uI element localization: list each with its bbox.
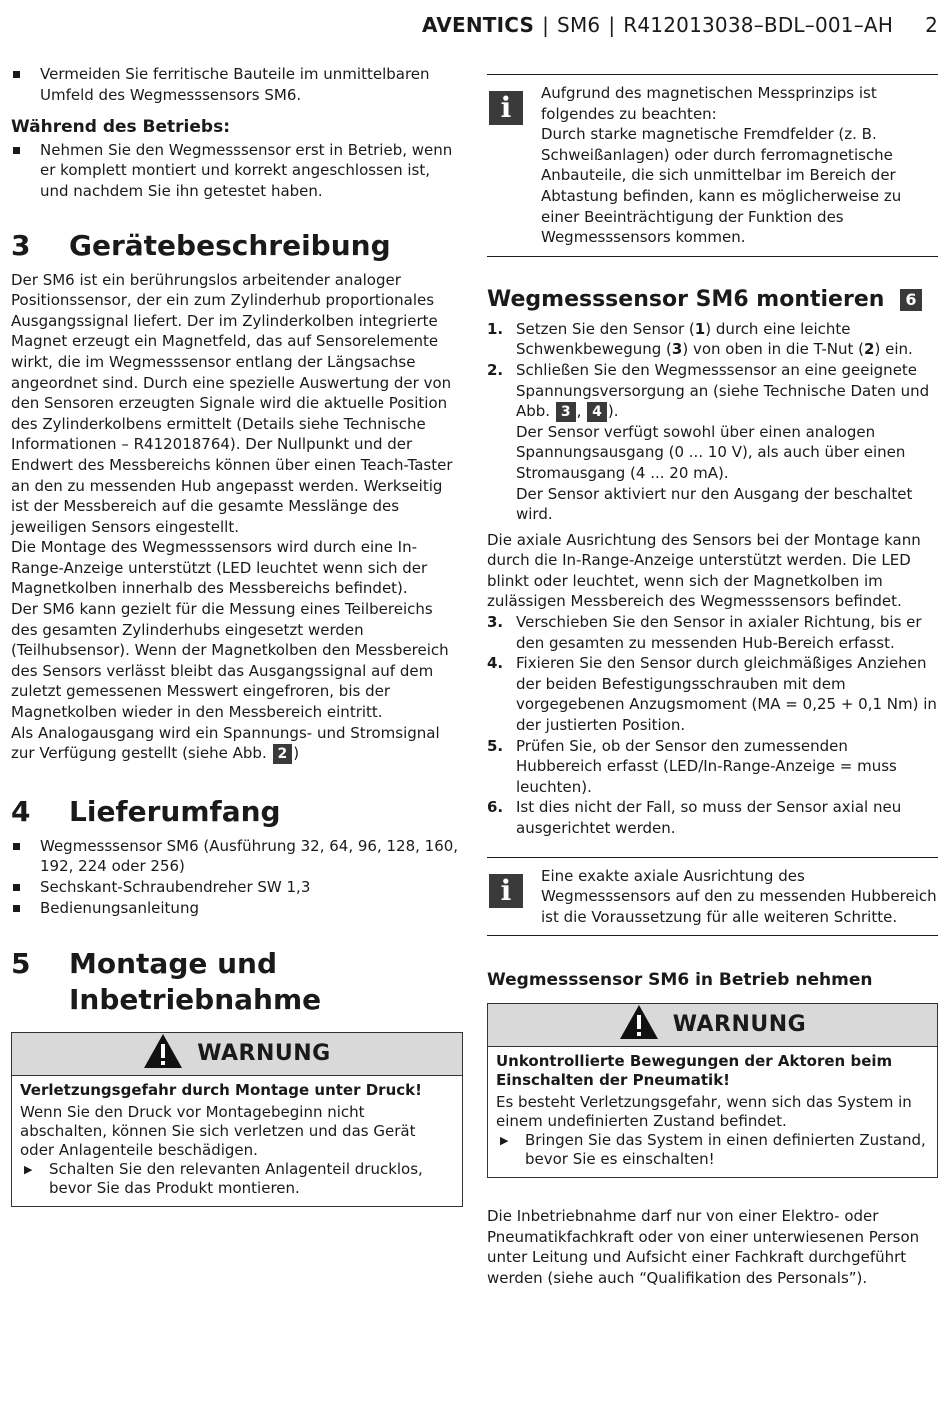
warning-label: WARNUNG [197,1040,331,1066]
warning-text: Es besteht Verletzungsgefahr, wenn sich das System in einem undefinierten Zustand befindet. [496,1092,912,1130]
warning-header [488,1004,937,1047]
section-title: Lieferumfang [69,794,281,828]
list-item [487,612,938,653]
info-box [487,857,938,937]
step-text: Prüfen Sie, ob der Sensor den zumessenden Hubbereich erfasst (LED/In-Range-Anzeige = muss leuchten). [516,736,897,796]
section-number: 3 [11,228,31,262]
mount-steps [487,319,938,525]
step-text-part: Schließen Sie den Wegmesssensor an eine geeignete Spannungsversorgung an (siehe Technische Daten und Abb. [516,360,930,421]
page-header [400,12,938,38]
figure-ref-badge: 4 [587,402,607,422]
paragraph: Der SM6 ist ein berührungslos arbeitender analoger Positionssensor, der ein zum Zylinderhub proportionales Ausgangssignal liefert. Der im Zylinderkolben integrierte Magnet erzeugt ein Magnetfeld, das auf Sensorelemente wirkt, die im Wegmesssensor entlang der Längsachse angeordnet sind. Durch eine spezielle Auswertung der von den Sensoren erzeugten Signale wird die aktuelle Position des Zylinderkolbens ermittelt (Details siehe Technische Informationen – R412018764). Der Nullpunkt und der Endwert des Messbereichs können über einen Teach-Taster an den zu messenden Hub angepasst werden. Werkseitig ist der Messbereich auf die gesamte Messlänge des jeweiligen Sensors eingestellt. [11,270,453,536]
step-text-part: Setzen Sie den Sensor ( [516,319,695,338]
section-title [69,946,321,1018]
section-number: 5 [11,947,31,981]
callout-number: 2 [864,340,875,359]
section-number: 4 [11,794,31,828]
step-number: 4. [487,654,504,673]
intro-bullet-list [11,64,463,105]
paragraph: Aufgrund des magnetischen Messprinzips ist folgendes zu beachten: [541,84,877,123]
warning-triangle-icon [143,1033,183,1075]
info-icon: i [489,91,523,125]
list-item [487,360,938,525]
step-text [516,319,938,360]
section-4-heading [11,794,463,830]
section-title: Gerätebeschreibung [69,228,391,262]
info-text [541,83,938,248]
callout-number: 3 [671,340,683,359]
step-text: Verschieben Sie den Sensor in axialer Richtung, bis er den gesamten zu messenden Hub-Bereich erfasst. [516,613,922,652]
step-number: 5. [487,736,504,755]
paragraph [11,723,463,764]
mount-title: Wegmesssensor SM6 montieren [487,286,885,312]
step-result: Der Sensor aktiviert nur den Ausgang der beschaltet wird. [516,484,913,524]
step-number: 1. [487,319,504,338]
step-text-part: ). [607,402,619,421]
right-column [487,74,938,1288]
arrow-right-icon: ▶ [500,1133,509,1147]
warning-action-text: Bringen Sie das System in einen definierten Zustand, bevor Sie es einschalten! [525,1130,926,1168]
step-text [516,360,938,525]
warning-header [12,1033,462,1076]
list-item: Vermeiden Sie ferritische Bauteile im unmittelbaren Umfeld des Wegmesssensors SM6. [11,64,463,105]
operation-heading: Während des Betriebs: [11,117,230,138]
section-title-line: Inbetriebnahme [69,983,322,1017]
list-item [487,797,938,838]
step-text: Fixieren Sie den Sensor durch gleichmäßiges Anziehen der beiden Befestigungsschrauben mit dem vorgegebenen Anzugsmoment (MA = 0,25 + 0,1 Nm) in der justierten Position. [516,654,937,735]
mount-steps-continued [487,612,938,839]
warning-title: Unkontrollierte Bewegungen der Aktoren beim Einschalten der Pneumatik! [496,1051,893,1089]
warning-action [20,1160,454,1198]
list-item: Nehmen Sie den Wegmesssensor erst in Betrieb, wenn er komplett montiert und korrekt angeschlossen ist, und nachdem Sie ihn getestet haben. [11,140,463,202]
step-text-part: , [576,402,582,421]
warning-box [487,1003,938,1178]
warning-box [11,1032,463,1207]
step-number: 6. [487,798,504,817]
page-number: 2 [925,12,938,37]
step-text-part: ) durch eine leichte Schwenkbewegung ( [516,319,851,359]
step-result: Der Sensor verfügt sowohl über einen analogen Spannungsausgang (0 ... 10 V), als auch über einen Stromausgang (4 ... 20 mA). [516,422,906,482]
mount-heading [487,285,938,315]
step-text-part: ) ein. [874,340,913,359]
section-3-heading [11,228,463,264]
commission-heading: Wegmesssensor SM6 in Betrieb nehmen [487,970,873,991]
paragraph: Die Inbetriebnahme darf nur von einer Elektro- oder Pneumatikfachkraft oder von einer unterwiesenen Person unter Leitung und Aufsicht einer Fachkraft durchgeführt werden (siehe auch “Qualifikation des Personals”). [487,1206,920,1287]
list-item [487,319,938,360]
warning-title: Verletzungsgefahr durch Montage unter Druck! [20,1081,422,1100]
header-separator: | [542,12,550,37]
warning-body [12,1076,462,1206]
warning-body [488,1047,937,1177]
info-icon: i [489,874,523,908]
paragraph-text: Als Analogausgang wird ein Spannungs- und Stromsignal zur Verfügung gestellt (siehe Abb. [11,723,440,763]
info-text: Eine exakte axiale Ausrichtung des Wegmesssensors auf den zu messenden Hubbereich ist die Voraussetzung für alle weiteren Schritte. [541,866,937,926]
section-title-line: Montage und [69,947,278,981]
info-box [487,74,938,257]
warning-label: WARNUNG [672,1011,807,1037]
product-name: SM6 [557,12,601,37]
header-separator: | [608,12,616,37]
list-item [487,736,938,798]
list-item: Sechskant-Schraubendreher SW 1,3 [11,877,463,898]
arrow-right-icon: ▶ [24,1163,33,1177]
operation-bullet-list [11,140,463,202]
figure-ref-badge: 6 [900,289,921,311]
step-text: Ist dies nicht der Fall, so muss der Sensor axial neu ausgerichtet werden. [516,798,902,837]
warning-text: Wenn Sie den Druck vor Montagebeginn nicht abschalten, können Sie sich verletzen und das Gerät oder Anlagenteile beschädigen. [20,1103,416,1160]
warning-triangle-icon [619,1004,659,1046]
brand-name: AVENTICS [421,12,535,37]
doc-number: R412013038–BDL–001–AH [623,12,894,37]
figure-ref-badge: 3 [556,402,576,422]
figure-ref-badge: 2 [273,744,293,764]
paragraph: Die axiale Ausrichtung des Sensors bei der Montage kann durch die In-Range-Anzeige unterstützt werden. Die LED blinkt oder leuchtet, wenn sich der Magnetkolben im zulässigen Messbereich des Wegmesssensors befindet. [487,530,921,611]
paragraph: Durch starke magnetische Fremdfelder (z. B. Schweißanlagen) oder durch ferromagnetische Anbauteile, die sich unmittelbar im Bereich der Abtastung befinden, kann es möglicherweise zu einer Beeinträchtigung der Funktion des Wegmesssensors kommen. [541,125,902,247]
section-5-heading [11,946,463,1018]
left-column [11,64,463,1207]
step-text-part: ) von oben in die T-Nut ( [682,340,865,359]
list-item: Wegmesssensor SM6 (Ausführung 32, 64, 96, 128, 160, 192, 224 oder 256) [11,836,463,877]
warning-action [496,1131,929,1169]
list-item [487,653,938,735]
delivery-list [11,836,463,918]
step-number: 3. [487,613,504,632]
step-number: 2. [487,360,504,379]
callout-number: 1 [694,319,706,338]
paragraph-text: ) [293,744,300,763]
warning-action-text: Schalten Sie den relevanten Anlagenteil drucklos, bevor Sie das Produkt montieren. [49,1160,423,1198]
paragraph: Der SM6 kann gezielt für die Messung eines Teilbereichs des gesamten Zylinderhubs eingesetzt werden (Teilhubsensor). Wenn der Magnetkolben den Messbereich des Sensors verlässt bleibt das Ausgangssignal auf dem zuletzt gemessenen Messwert eingefroren, bis der Magnetkolben wieder in den Messbereich eintritt. [11,600,449,722]
list-item: Bedienungsanleitung [11,898,463,919]
paragraph: Die Montage des Wegmesssensors wird durch eine In-Range-Anzeige unterstützt (LED leuchtet wenn sich der Magnetkolben innerhalb des Messbereichs befindet). [11,538,428,598]
